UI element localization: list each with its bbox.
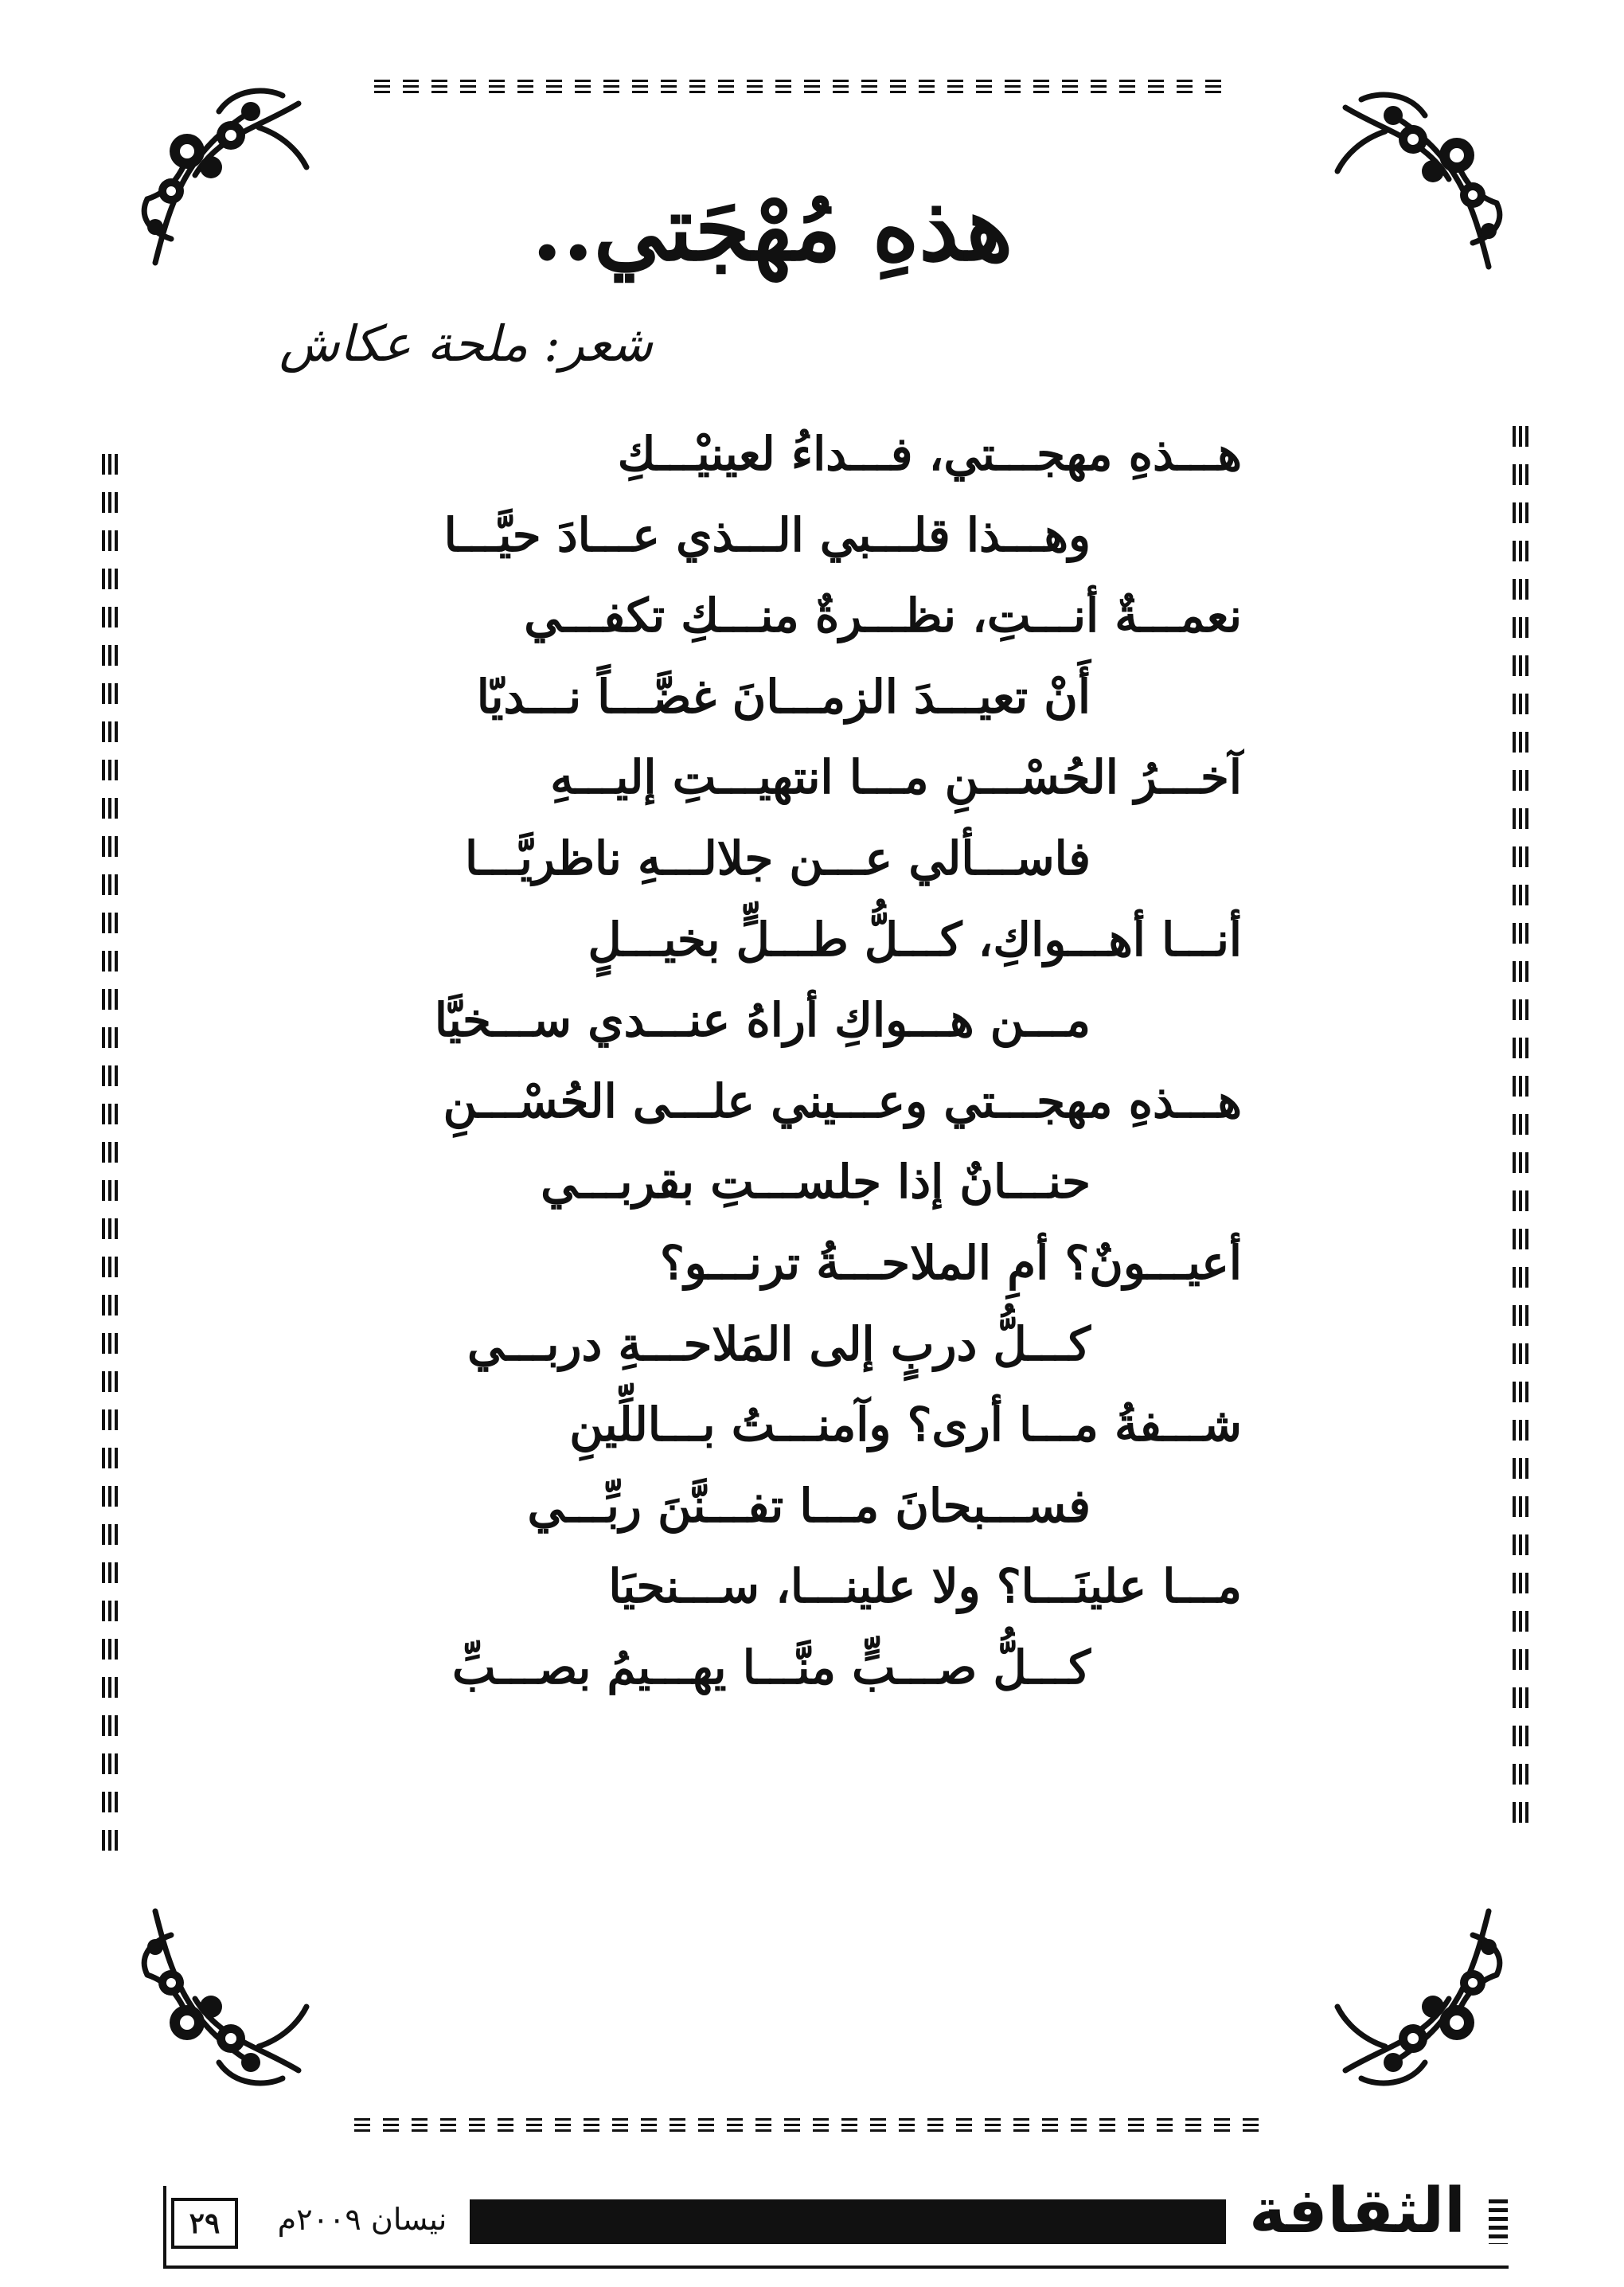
verse-line: حنـــانٌ إذا جلســـتِ بقربـــي	[541, 1155, 1091, 1210]
tick-mark	[102, 1792, 118, 1812]
floral-corner-icon	[123, 80, 322, 279]
dash-mark	[698, 2118, 714, 2133]
tick-mark	[102, 1218, 118, 1239]
tick-mark	[102, 1027, 118, 1048]
dash-mark	[1013, 2118, 1029, 2133]
dash-mark	[689, 80, 705, 94]
dash-mark	[947, 80, 963, 94]
tick-mark	[102, 1486, 118, 1507]
tick-mark	[102, 1562, 118, 1583]
dash-mark	[1071, 2118, 1087, 2133]
dash-mark	[1033, 80, 1049, 94]
dash-mark	[632, 80, 648, 94]
tick-mark	[1513, 541, 1528, 561]
tick-mark	[1513, 999, 1528, 1020]
tick-mark	[102, 1065, 118, 1086]
tick-mark	[102, 1142, 118, 1163]
dash-mark	[603, 80, 619, 94]
dash-mark	[498, 2118, 513, 2133]
tick-mark	[102, 492, 118, 513]
tick-mark	[1513, 1229, 1528, 1249]
tick-mark	[102, 530, 118, 551]
tick-mark	[1513, 1420, 1528, 1441]
dash-mark	[861, 80, 877, 94]
tick-mark	[102, 607, 118, 627]
dash-mark	[899, 2118, 915, 2133]
tick-mark	[1513, 1687, 1528, 1708]
tick-mark	[102, 798, 118, 819]
dash-mark	[1205, 80, 1221, 94]
dash-mark	[727, 2118, 743, 2133]
verse-line: أَنْ تعيـــدَ الزمـــانَ غضَّـــاً نـــديّا	[476, 669, 1091, 724]
dash-mark	[1243, 2118, 1259, 2133]
tick-mark	[1513, 732, 1528, 753]
dash-mark	[546, 80, 562, 94]
left-tick-border	[102, 454, 118, 1851]
dash-mark	[661, 80, 677, 94]
dash-mark	[927, 2118, 943, 2133]
dash-mark	[517, 80, 533, 94]
tick-mark	[1513, 1802, 1528, 1823]
floral-corner-icon	[1321, 1895, 1521, 2094]
dash-mark	[919, 80, 935, 94]
verse-line: مـــن هـــواكِ أراهُ عنـــدي ســـخيَّا	[434, 993, 1091, 1048]
verse-line: وهـــذا قلـــبي الـــذي عـــادَ حيَّـــا	[443, 507, 1091, 562]
tick-mark	[1513, 579, 1528, 600]
tick-mark	[102, 1409, 118, 1430]
verse-line: نعمـــةٌ أنـــتِ، نظـــرةٌ منـــكِ تكفـــي	[524, 588, 1242, 643]
issue-date: نيسان ٢٠٠٩م	[277, 2202, 447, 2237]
dash-mark	[804, 80, 820, 94]
tick-mark	[102, 1830, 118, 1851]
footer-black-bar	[470, 2199, 1226, 2244]
tick-mark	[1513, 808, 1528, 829]
dash-mark	[612, 2118, 628, 2133]
dash-mark	[584, 2118, 599, 2133]
tick-mark	[102, 1180, 118, 1201]
dash-mark	[784, 2118, 800, 2133]
dash-mark	[460, 80, 476, 94]
verse-line: أعيـــونٌ؟ أمِ الملاحـــةُ ترنـــو؟	[659, 1235, 1242, 1290]
dash-mark	[747, 80, 763, 94]
tick-mark	[102, 1448, 118, 1468]
dash-mark	[718, 80, 734, 94]
dash-mark	[1214, 2118, 1230, 2133]
dash-mark	[755, 2118, 771, 2133]
tick-mark	[1513, 1573, 1528, 1593]
tick-mark	[102, 1257, 118, 1277]
tick-mark	[1513, 1267, 1528, 1288]
tick-mark	[1513, 770, 1528, 791]
dash-mark	[841, 2118, 857, 2133]
tick-mark	[1513, 846, 1528, 867]
tick-mark	[102, 1639, 118, 1660]
tick-mark	[1513, 1764, 1528, 1785]
right-tick-border	[1513, 426, 1528, 1823]
dash-mark	[1148, 80, 1164, 94]
tick-mark	[1513, 1152, 1528, 1173]
dash-mark	[489, 80, 505, 94]
bottom-dashed-rule	[354, 2118, 1259, 2133]
tick-mark	[102, 836, 118, 857]
tick-mark	[1513, 961, 1528, 982]
tick-mark	[102, 569, 118, 589]
tick-mark	[102, 913, 118, 933]
tick-mark	[102, 1104, 118, 1124]
tick-mark	[1513, 426, 1528, 447]
tick-mark	[1513, 885, 1528, 905]
tick-mark	[102, 1753, 118, 1774]
tick-mark	[102, 1524, 118, 1545]
poet-byline: شعر: ملحة عكاش	[279, 315, 653, 373]
tick-mark	[1513, 694, 1528, 714]
tick-mark	[102, 1333, 118, 1354]
tick-mark	[1513, 1726, 1528, 1746]
verse-line: هـــذهِ مهجـــتي وعـــيني علـــى الحُسْـــنِ	[443, 1073, 1242, 1128]
tick-mark	[1513, 1190, 1528, 1211]
dash-mark	[1099, 2118, 1115, 2133]
dash-mark	[1128, 2118, 1144, 2133]
tick-mark	[1513, 1076, 1528, 1097]
dash-mark	[469, 2118, 485, 2133]
top-dashed-rule	[374, 80, 1221, 94]
dash-mark	[374, 80, 390, 94]
tick-mark	[1513, 617, 1528, 638]
verse-line: فاســـألي عـــن جلالـــهِ ناظريَّـــا	[465, 831, 1091, 885]
verse-line: كـــلُّ صـــبٍّ منَّـــا يهـــيمُ بصـــبِّ	[451, 1640, 1091, 1695]
dash-mark	[354, 2118, 370, 2133]
tick-mark	[102, 645, 118, 666]
verse-line: آخـــرُ الحُسْـــنِ مـــا انتهيـــتِ إليـــهِ	[550, 750, 1242, 805]
dash-mark	[641, 2118, 657, 2133]
tick-mark	[102, 874, 118, 895]
dash-mark	[890, 80, 906, 94]
poem-title: هذهِ مُهْجَتي..	[531, 177, 1013, 281]
tick-mark	[1513, 1496, 1528, 1517]
dash-mark	[1042, 2118, 1058, 2133]
tick-mark	[1513, 464, 1528, 485]
page-number: ٢٩	[171, 2198, 238, 2249]
dash-mark	[985, 2118, 1001, 2133]
verse-line: شـــفةُ مـــا أرى؟ وآمنـــتُ بـــاللِّينِ	[569, 1398, 1242, 1452]
tick-mark	[1513, 1114, 1528, 1135]
tick-mark	[1513, 1649, 1528, 1670]
tick-mark	[1513, 1534, 1528, 1555]
dash-mark	[956, 2118, 972, 2133]
tick-mark	[1513, 1382, 1528, 1402]
tick-mark	[102, 1715, 118, 1736]
tick-mark	[1513, 1611, 1528, 1632]
floral-corner-icon	[123, 1895, 322, 2094]
masthead-bars	[1489, 2199, 1508, 2244]
tick-mark	[102, 1295, 118, 1316]
dash-mark	[431, 80, 447, 94]
dash-mark	[870, 2118, 886, 2133]
dash-mark	[813, 2118, 829, 2133]
verse-line: أنـــا أهـــواكِ، كـــلُّ طـــلٍّ بخيـــلٍ	[588, 912, 1242, 967]
dash-mark	[403, 80, 419, 94]
dash-mark	[1005, 80, 1021, 94]
dash-mark	[440, 2118, 456, 2133]
dash-mark	[1062, 80, 1078, 94]
poem-body	[382, 414, 1242, 1709]
tick-mark	[102, 760, 118, 780]
dash-mark	[670, 2118, 685, 2133]
dash-mark	[555, 2118, 571, 2133]
tick-mark	[102, 951, 118, 971]
footer-rule	[163, 2265, 1509, 2269]
dash-mark	[775, 80, 791, 94]
dash-mark	[412, 2118, 427, 2133]
dash-mark	[1157, 2118, 1173, 2133]
verse-line: فســـبحانَ مـــا تفـــنَّنَ ربِّـــي	[527, 1478, 1091, 1533]
tick-mark	[1513, 655, 1528, 676]
dash-mark	[1119, 80, 1135, 94]
dash-mark	[976, 80, 992, 94]
dash-mark	[575, 80, 591, 94]
verse-line: مـــا علينَـــا؟ ولا علينـــا، ســـنحيَا	[608, 1559, 1242, 1614]
tick-mark	[1513, 1343, 1528, 1364]
tick-mark	[102, 1677, 118, 1698]
tick-mark	[1513, 1458, 1528, 1479]
verse-line: هـــذهِ مهجـــتي، فـــداءُ لعينيْـــكِ	[617, 427, 1242, 481]
dash-mark	[833, 80, 849, 94]
verse-line: كـــلُّ دربٍ إلى المَلاحـــةِ دربـــي	[467, 1316, 1091, 1371]
tick-mark	[102, 721, 118, 742]
floral-corner-icon	[1321, 84, 1521, 283]
tick-mark	[102, 989, 118, 1010]
tick-mark	[102, 683, 118, 704]
dash-mark	[1177, 80, 1193, 94]
dash-mark	[383, 2118, 399, 2133]
tick-mark	[1513, 1305, 1528, 1326]
dash-mark	[1185, 2118, 1201, 2133]
tick-mark	[102, 1601, 118, 1621]
footer-frame	[163, 2186, 166, 2269]
tick-mark	[102, 454, 118, 475]
magazine-masthead: الثقافة	[1249, 2176, 1466, 2247]
tick-mark	[102, 1371, 118, 1392]
dash-mark	[1091, 80, 1107, 94]
tick-mark	[1513, 923, 1528, 944]
tick-mark	[1513, 502, 1528, 523]
dash-mark	[526, 2118, 542, 2133]
tick-mark	[1513, 1038, 1528, 1058]
